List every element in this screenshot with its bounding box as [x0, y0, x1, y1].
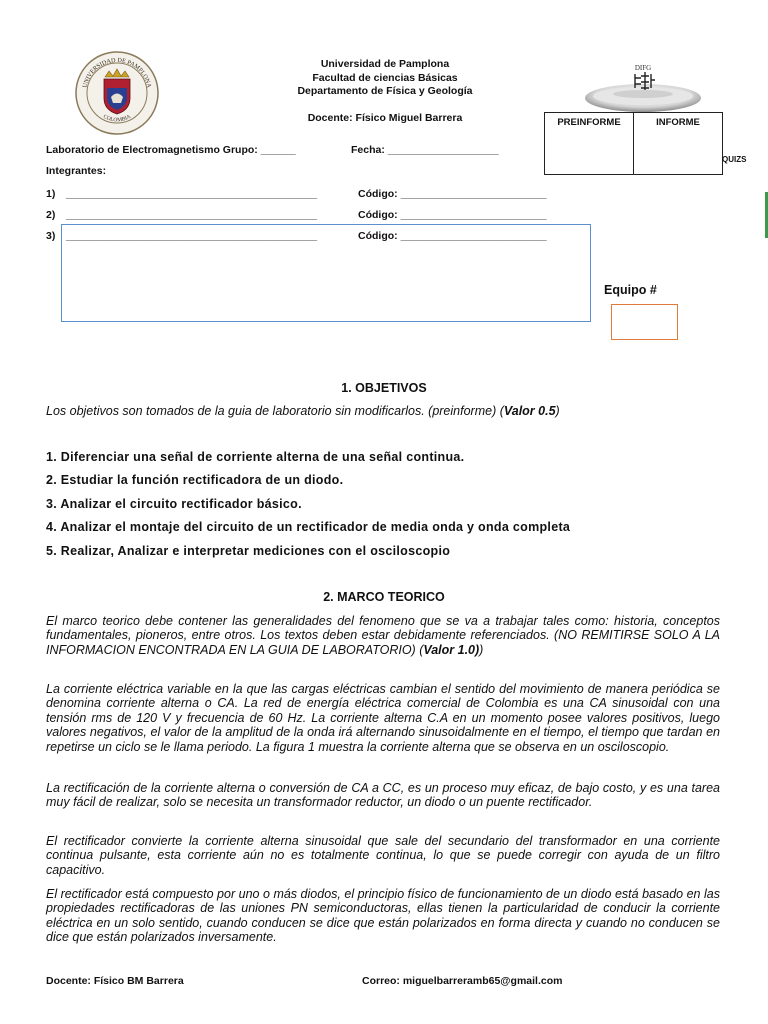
objectives-intro-text: Los objetivos son tomados de la guia de laboratorio sin modificarlos. (preinforme) ( [46, 404, 504, 418]
objective-item: 3. Analizar el circuito rectificador básico. [46, 497, 302, 511]
member-number: 3) [46, 230, 56, 242]
member-number: 1) [46, 188, 56, 200]
lab-group-field[interactable]: Laboratorio de Electromagnetismo Grupo: ______ [46, 144, 296, 156]
theory-p1-value: Valor 1.0) [423, 642, 480, 657]
grading-table [544, 112, 723, 175]
objective-item: 2. Estudiar la función rectificadora de un diodo. [46, 473, 344, 487]
objectives-intro [46, 404, 560, 418]
footer-teacher: Docente: Físico BM Barrera [46, 975, 184, 987]
faculty-name: Facultad de ciencias Básicas [312, 72, 458, 84]
theory-paragraph-3: La rectificación de la corriente alterna o conversión de CA a CC, es un proceso muy eficaz, de bajo costo, y es una tarea muy fácil de realizar, solo se necesita un transformador reductor, un diodo o un puente rectificador. [46, 781, 720, 810]
team-label: Equipo # [604, 283, 657, 297]
objective-item: 4. Analizar el montaje del circuito de un rectificador de media onda y onda completa [46, 520, 571, 534]
seal-text-top: UNIVERSIDAD DE PAMPLONA [81, 56, 153, 89]
objectives-value: Valor 0.5 [503, 404, 556, 418]
member-name-field[interactable]: ___________________________________________ [66, 188, 318, 200]
theory-paragraph-4: El rectificador convierte la corriente alterna sinusoidal que sale del secundario del transformador en una corriente continua pulsante, esta corriente aún no es totalmente continua, lo que se puede corregir con ayuda de un filtro capacitivo. [46, 834, 720, 877]
member-name-field[interactable]: ___________________________________________ [66, 230, 318, 242]
dept-logo-text: DIFG [634, 64, 652, 72]
objectives-title: 1. OBJETIVOS [341, 381, 427, 395]
theory-p1-end: ) [479, 642, 484, 657]
teacher-name: Docente: Físico Miguel Barrera [307, 112, 463, 124]
footer-email[interactable]: Correo: miguelbarreramb65@gmail.com [362, 975, 563, 987]
objectives-intro-end: ) [555, 404, 560, 418]
preinforme-cell[interactable]: PREINFORME [545, 113, 634, 175]
theory-title: 2. MARCO TEORICO [323, 590, 445, 604]
member-code-field[interactable]: Código: _________________________ [358, 188, 547, 200]
members-text-box[interactable] [61, 224, 591, 322]
member-code-field[interactable]: Código: _________________________ [358, 230, 547, 242]
informe-cell[interactable]: INFORME [634, 113, 723, 175]
member-number: 2) [46, 209, 56, 221]
members-label: Integrantes: [46, 165, 107, 177]
quizs-label: QUIZS [722, 155, 747, 164]
objective-item: 5. Realizar, Analizar e interpretar mediciones con el osciloscopio [46, 544, 451, 558]
theory-paragraph-5: El rectificador está compuesto por uno o más diodos, el principio físico de funcionamiento de un diodo está basado en las propiedades rectificadoras de las uniones PN semiconductoras, ellas tienen la particularidad de conducir la corriente eléctrica en un solo sentido, cuando conducen se dice que están polarizados en forma directa y cuando no conducen se dice que están polarizados inversamente. [46, 887, 720, 945]
date-field[interactable]: Fecha: ___________________ [351, 144, 499, 156]
theory-paragraph-2: La corriente eléctrica variable en la que las cargas eléctricas cambian el sentido del movimiento de manera periódica se denomina corriente alterna o CA. La red de energía eléctrica comercial de Colombia es una CA sinusoidal con una tensión rms de 120 V y frecuencia de 60 Hz. La corriente alterna C.A en un momento posee valores positivos, luego valores negativos, el valor de la amplitud de la onda irá alternando sinusoidalmente en el tiempo, el tiempo que tardan en repetirse un ciclo se le llama periodo. La figura 1 muestra la corriente alterna que se observa en un osciloscopio. [46, 682, 720, 754]
objective-item: 1. Diferenciar una señal de corriente alterna de una señal continua. [46, 450, 465, 464]
member-name-field[interactable]: ___________________________________________ [66, 209, 318, 221]
university-name: Universidad de Pamplona [320, 58, 450, 70]
university-seal [74, 50, 160, 136]
department-name: Departamento de Física y Geología [297, 85, 473, 97]
theory-paragraph-1 [46, 614, 720, 657]
team-number-box[interactable] [611, 304, 678, 340]
department-logo [583, 56, 703, 118]
member-code-field[interactable]: Código: _________________________ [358, 209, 547, 221]
theory-p1-text: El marco teorico debe contener las generalidades del fenomeno que se va a trabajar tales como: historia, conceptos fundamentales, pioneros, entre otros. Los textos deben estar debidamente referenciados. (NO REMITIRSE SOLO A LA INFORMACION ENCONTRADA EN LA GUIA DE LABORATORIO) ( [46, 614, 720, 657]
seal-text-bottom: COLOMBIA [102, 113, 132, 124]
